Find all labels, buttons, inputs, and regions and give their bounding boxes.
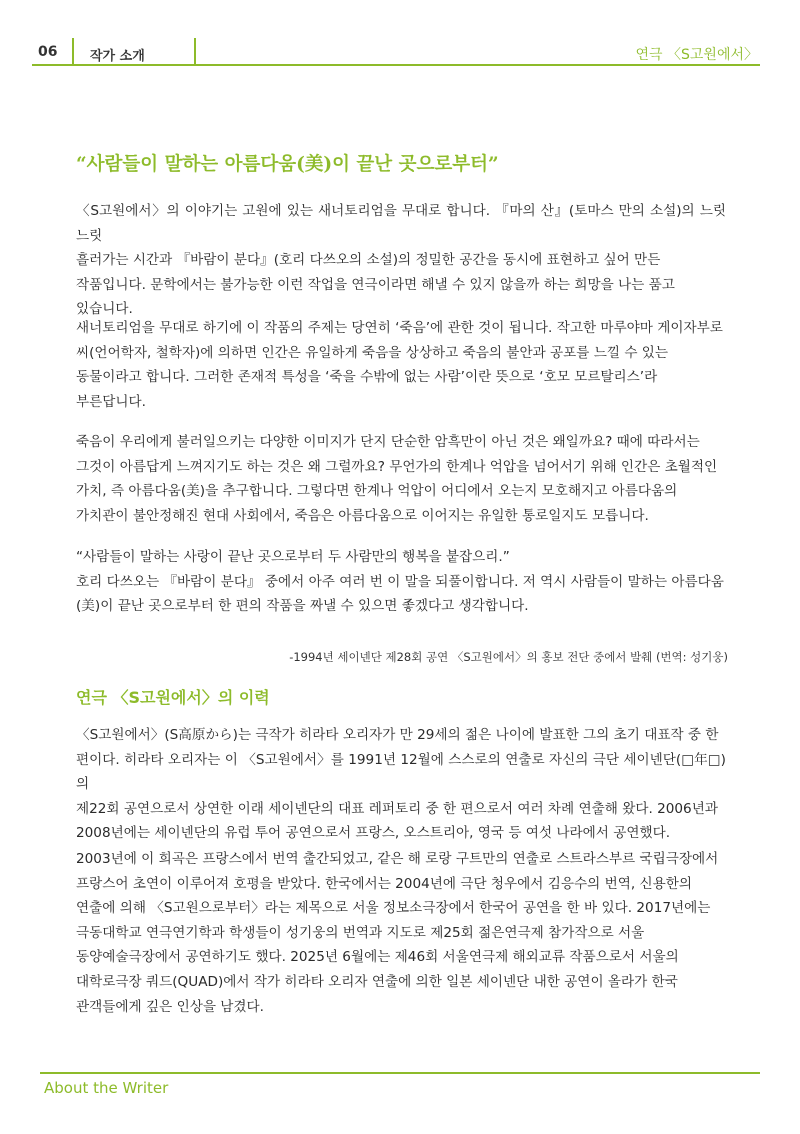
text-line: 죽음이 우리에게 불러일으키는 다양한 이미지가 단지 단순한 암흑만이 아닌 것은 왜일까요? 때에 따라서는	[76, 434, 700, 450]
history-paragraph	[76, 723, 726, 846]
text-line: 가치관이 불안정해진 현대 사회에서, 죽음은 아름다움으로 이어지는 유일한 통로일지도 모릅니다.	[76, 507, 649, 524]
text-line: 작품입니다. 문학에서는 불가능한 이런 작업을 연극이라면 해낼 수 있지 않을까 하는 희망을 나는 품고	[76, 276, 675, 293]
header-rule	[32, 64, 760, 66]
text-line: 동양예술극장에서 공연하기도 했다. 2025년 6월에는 제46회 서울연극제 해외교류 작품으로서 서울의	[76, 949, 679, 966]
history-heading: 연극 〈S고원에서〉의 이력	[76, 688, 270, 707]
text-line: 새너토리엄을 무대로 하기에 이 작품의 주제는 당연히 ‘죽음’에 관한 것이 됩니다. 작고한 마루야마 게이자부로	[76, 320, 723, 336]
page-number: 06	[38, 44, 58, 60]
text-line: 관객들에게 깊은 인상을 남겼다.	[76, 998, 264, 1015]
footer-label: About the Writer	[44, 1079, 169, 1097]
text-line: 있습니다.	[76, 301, 133, 318]
text-line: 호리 다쓰오는 『바람이 분다』 중에서 아주 여러 번 이 말을 되풀이합니다. 저 역시 사람들이 말하는 아름다움	[76, 573, 724, 590]
text-line: 프랑스어 초연이 이루어져 호평을 받았다. 한국에서는 2004년에 극단 청우에서 김응수의 번역, 신용한의	[76, 875, 693, 892]
history-paragraph	[76, 847, 726, 1019]
source-note: -1994년 세이넨단 제28회 공연 〈S고원에서〉의 홍보 전단 중에서 발췌 (번역: 성기웅)	[289, 650, 728, 664]
quote-heading: “사람들이 말하는 아름다움(美)이 끝난 곳으로부터”	[76, 154, 499, 175]
footer-rule	[40, 1072, 760, 1074]
play-title: 연극 〈S고원에서〉	[635, 47, 758, 63]
text-line: 대학로극장 쿼드(QUAD)에서 작가 히라타 오리자 연출에 의한 일본 세이넨단 내한 공연이 올라가 한국	[76, 973, 678, 990]
text-line: 그것이 아름답게 느껴지기도 하는 것은 왜 그럴까요? 무언가의 한계나 억압을 넘어서기 위해 인간은 초월적인	[76, 458, 718, 475]
text-line: 연출에 의해 〈S고원으로부터〉라는 제목으로 서울 정보소극장에서 한국어 공연을 한 바 있다. 2017년에는	[76, 900, 711, 917]
text-line: 〈S고원에서〉(S高原から)는 극작가 히라타 오리자가 만 29세의 젊은 나이에 발표한 그의 초기 대표작 중 한	[76, 727, 719, 743]
text-line: 편이다. 히라타 오리자는 이 〈S고원에서〉를 1991년 12월에 스스로의 연출로 자신의 극단 세이넨단(□年□)의	[76, 751, 726, 793]
text-line: “사람들이 말하는 사랑이 끝난 곳으로부터 두 사람만의 행복을 붙잡으리.”	[76, 549, 510, 565]
text-line: 2003년에 이 희곡은 프랑스에서 번역 출간되었고, 같은 해 로랑 구트만의 연출로 스트라스부르 국립극장에서	[76, 851, 719, 867]
text-line: 극동대학교 연극연기학과 학생들이 성기웅의 번역과 지도로 제25회 젊은연극제 참가작으로 서울	[76, 924, 645, 941]
header-divider	[72, 38, 74, 66]
text-line: 부른답니다.	[76, 393, 146, 410]
header-divider	[194, 38, 196, 66]
text-line: 2008년에는 세이넨단의 유럽 투어 공연으로서 프랑스, 오스트리아, 영국 등 여섯 나라에서 공연했다.	[76, 825, 671, 842]
text-line: 가치, 즉 아름다움(美)을 추구합니다. 그렇다면 한계나 억압이 어디에서 오는지 모호해지고 아름다움의	[76, 483, 678, 500]
text-line: (美)이 끝난 곳으로부터 한 편의 작품을 짜낼 수 있으면 좋겠다고 생각합니다.	[76, 598, 529, 615]
intro-paragraph	[76, 199, 726, 322]
text-line: 흘러가는 시간과 『바람이 분다』(호리 다쓰오의 소설)의 정밀한 공간을 동시에 표현하고 싶어 만든	[76, 252, 661, 269]
text-line: 동물이라고 합니다. 그러한 존재적 특성을 ‘죽을 수밖에 없는 사람’이란 뜻으로 ‘호모 모르탈리스’라	[76, 369, 658, 386]
section-label: 작가 소개	[90, 49, 145, 64]
intro-paragraph	[76, 430, 726, 528]
intro-paragraph	[76, 316, 726, 414]
text-line: 제22회 공연으로서 상연한 이래 세이넨단의 대표 레퍼토리 중 한 편으로서 여러 차례 연출해 왔다. 2006년과	[76, 800, 718, 817]
text-line: 〈S고원에서〉의 이야기는 고원에 있는 새너토리엄을 무대로 합니다. 『마의 산』(토마스 만의 소설)의 느릿느릿	[76, 203, 726, 244]
intro-paragraph	[76, 545, 726, 619]
text-line: 씨(언어학자, 철학자)에 의하면 인간은 유일하게 죽음을 상상하고 죽음의 불안과 공포를 느낄 수 있는	[76, 344, 669, 361]
